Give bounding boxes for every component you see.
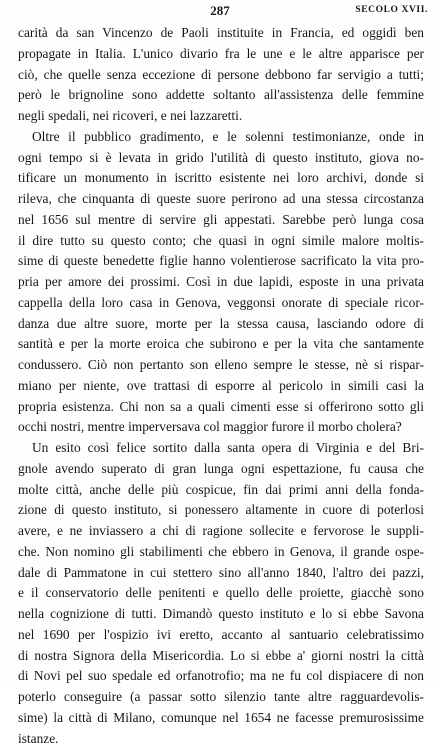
text-line: di Novi pel suo spedale ed orfanotrofio; ma ne fu col dispiacere di non [18, 666, 424, 687]
text-line: di nostra Signora della Misericordia. Lo si ebbe a' giorni nostri la città [18, 646, 424, 667]
text-line: poterlo conseguire (a passar sotto silenzio tante altre ragguardevolis- [18, 687, 424, 708]
text-line: rileva, che cinquanta di queste suore perirono ad una stessa circostanza [18, 189, 424, 210]
body-text [18, 23, 424, 749]
page-header [0, 3, 440, 19]
text-line: dale di Pammatone in cui stettero sino all'anno 1840, l'altro dei pazzi, [18, 563, 424, 584]
text-line: propria esistenza. Chi non sa a quali cimenti esse si offerirono sotto gli [18, 397, 424, 418]
text-line: Oltre il pubblico gradimento, e le solenni testimonianze, onde in [18, 127, 424, 148]
running-head: SECOLO XVII. [355, 5, 428, 15]
text-line: zione di questo instituto, si ponessero altamente in cuore di poterlosi [18, 500, 424, 521]
text-line: cappella della loro casa in Genova, veggonsi onorate di speciale ricor- [18, 293, 424, 314]
text-line: nel 1690 per l'ospizio ivi eretto, accanto al santuario celebratissimo [18, 625, 424, 646]
text-line: carità da san Vincenzo de Paoli instituite in Francia, ed oggidì ben [18, 23, 424, 44]
page-number: 287 [0, 3, 440, 19]
text-line: Un esito così felice sortito dalla santa opera di Virginia e del Bri- [18, 438, 424, 459]
text-line: santità e per la morte eroica che subirono e per la vita che santamente [18, 334, 424, 355]
text-line: miano per niente, ove trattasi di esporre al pericolo in simili casi la [18, 376, 424, 397]
text-line: istanze. [18, 729, 424, 749]
text-line: occhi nostri, mentre imperversava col maggior furore il morbo cholera? [18, 417, 424, 438]
text-line: nella cognizione di tutti. Dimandò questo instituto e lo si ebbe Savona [18, 604, 424, 625]
text-line: molte città, anche delle più cospicue, fin dai primi anni della fonda- [18, 480, 424, 501]
text-line: pria per amore dei prossimi. Così in due lapidi, esposte in una privata [18, 272, 424, 293]
text-line: il dire tutto su questo conto; che quasi in ogni simile malore moltis- [18, 231, 424, 252]
text-line: nel 1656 sul mentre di servire gli appestati. Sarebbe però lunga cosa [18, 210, 424, 231]
text-line: ciò, che quelle senza eccezione di persone debbono far servigio a tutti; [18, 65, 424, 86]
text-line: propagate in Italia. L'unico divario fra le une e le altre apparisce per [18, 44, 424, 65]
text-line: tificare un monumento in iscritto esistente nei loro archivi, donde si [18, 168, 424, 189]
text-line: ogni tempo si è levata in grido l'utilità di questo instituto, giova no- [18, 148, 424, 169]
text-line: negli spedali, nei ricoveri, e nei lazzaretti. [18, 106, 424, 127]
text-line: che. Non nomino gli stabilimenti che ebbero in Genova, il grande ospe- [18, 542, 424, 563]
text-line: condussero. Ciò non pertanto son elleno sempre le stesse, nè si rispar- [18, 355, 424, 376]
text-line: sime di queste benedette figlie hanno volentierose sacrificato la vita pro- [18, 251, 424, 272]
text-line: sime) la città di Milano, comunque nel 1654 ne facesse premurosissime [18, 708, 424, 729]
text-line: gnole avendo superato di gran lunga ogni espettazione, fu causa che [18, 459, 424, 480]
text-line: avere, e ne inviassero a chi di ragione sollecite e fervorose le suppli- [18, 521, 424, 542]
text-line: però le brignoline sono addette soltanto all'assistenza delle femmine [18, 85, 424, 106]
text-line: e il conservatorio delle penitenti e quello delle proiette, giacchè sono [18, 583, 424, 604]
text-line: danza due altre suore, morte per la stessa causa, lasciando odore di [18, 314, 424, 335]
